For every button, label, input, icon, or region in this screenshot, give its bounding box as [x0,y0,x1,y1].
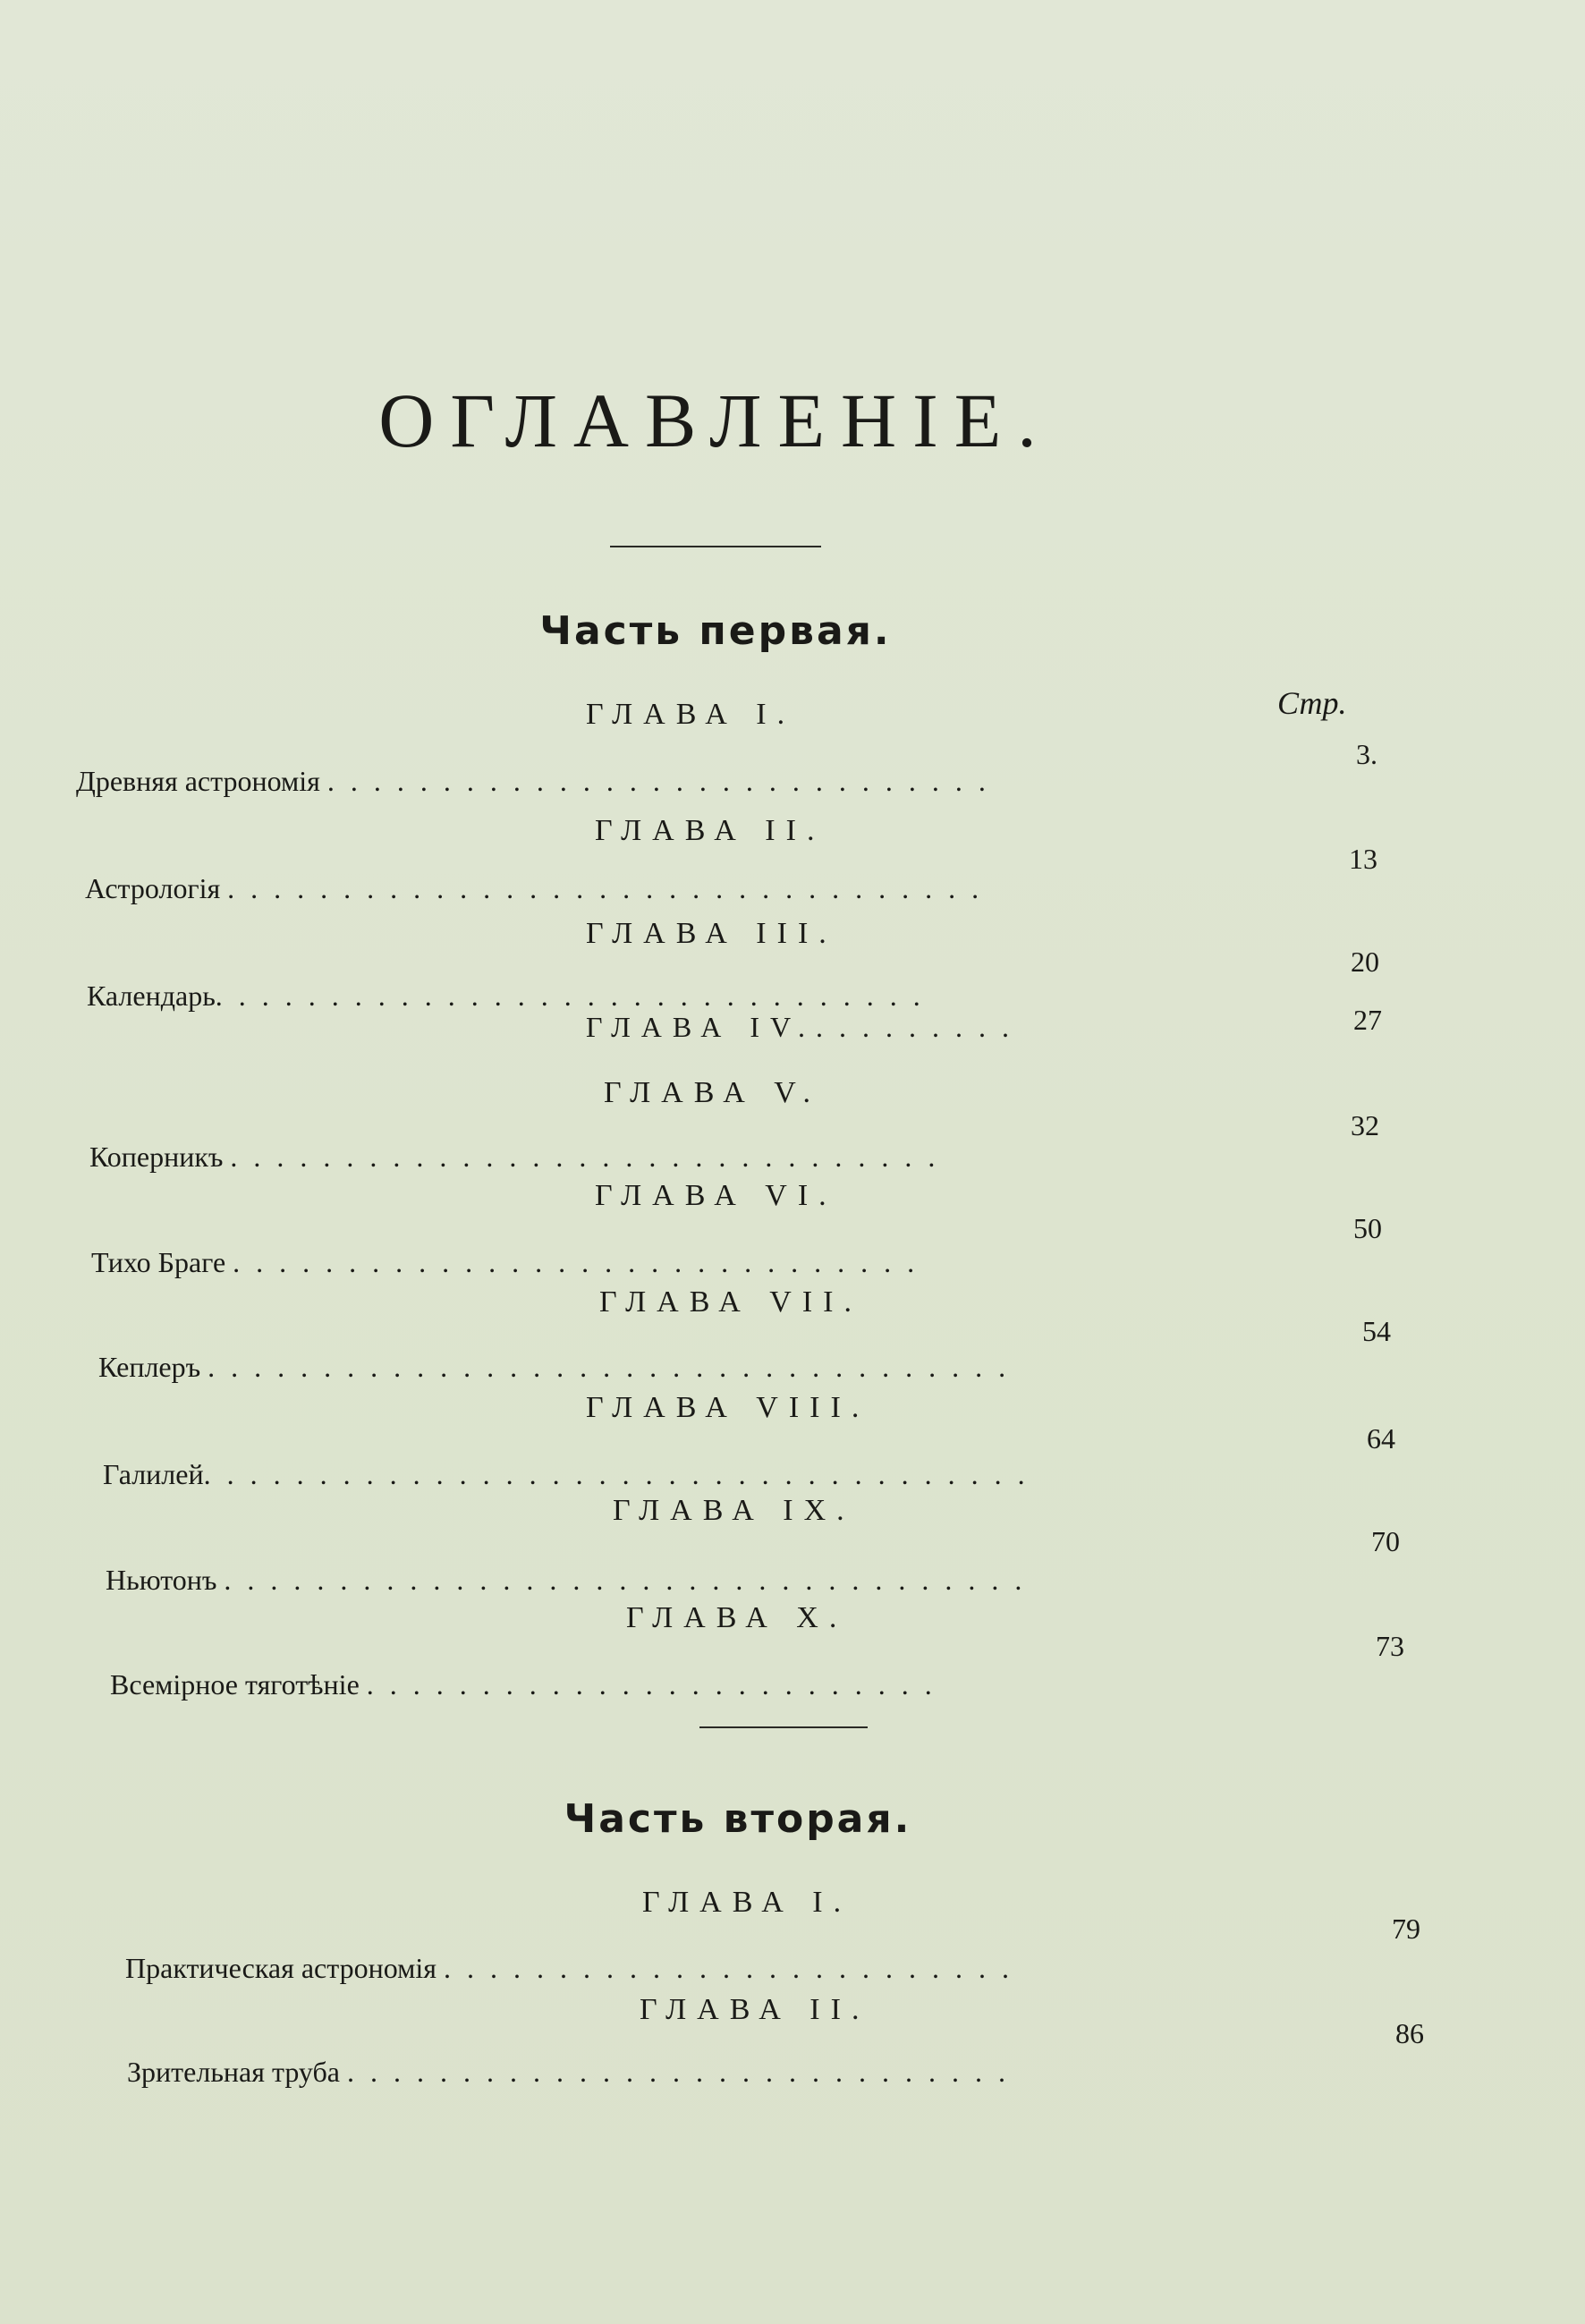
toc-page-number: 20 [1351,946,1379,978]
chapter-heading: ГЛАВА VI. [595,1179,837,1212]
toc-entry: Тихо Браге .............................. [91,1246,931,1278]
toc-entry: Кеплеръ ................................... [98,1351,1022,1383]
chapter-heading: ГЛАВА I. [586,698,796,731]
toc-entry: ГЛАВА IV.......... [586,1011,1025,1043]
toc-entry: Календарь............................... [87,980,937,1012]
toc-page-number: 3. [1356,738,1377,770]
toc-entry-label: Кеплеръ [98,1351,201,1383]
toc-entry: Коперникъ ............................... [89,1141,952,1173]
toc-page-number: 13 [1349,843,1377,875]
toc-entry-label: Древняя астрономія [76,765,320,797]
chapter-heading: ГЛАВА II. [595,814,826,847]
toc-page-number: 79 [1392,1913,1420,1945]
toc-entry-label: Практическая астрономія [125,1952,437,1984]
part-two-heading: Часть вторая. [564,1796,912,1842]
chapter-heading: ГЛАВА X. [626,1601,848,1634]
chapter-heading: ГЛАВА VII. [599,1285,863,1319]
toc-page-number: 32 [1351,1109,1379,1141]
chapter-heading: ГЛАВА IV. [586,1011,816,1043]
toc-entry: Древняя астрономія ............................. [76,765,1002,797]
toc-page-number: 50 [1353,1212,1382,1244]
chapter-heading: ГЛАВА IX. [613,1494,855,1527]
toc-entry-label: Тихо Браге [91,1246,226,1278]
toc-entry-label: Всемірное тяготѣніе [110,1668,360,1701]
part-divider-rule [699,1726,868,1728]
toc-entry: Всемірное тяготѣніе ......................... [110,1668,948,1701]
toc-page-number: 73 [1376,1630,1404,1662]
chapter-heading: ГЛАВА V. [604,1076,821,1109]
toc-entry: Зрительная труба ............................. [127,2056,1021,2088]
toc-page-number: 27 [1353,1004,1382,1036]
toc-entry-label: Коперникъ [89,1141,224,1173]
toc-entry: Ньютонъ ................................... [106,1564,1038,1596]
page-title: ОГЛАВЛЕНІЕ. [378,377,1053,463]
toc-page-number: 54 [1362,1315,1391,1347]
toc-page-number: 64 [1367,1422,1395,1455]
toc-entry: Астрологія ................................. [85,872,996,904]
toc-entry: Галилей.................................... [103,1458,1041,1490]
chapter-heading: ГЛАВА I. [642,1886,852,1919]
chapter-heading: ГЛАВА III. [586,917,837,950]
chapter-heading: ГЛАВА VIII. [586,1391,870,1424]
chapter-heading: ГЛАВА II. [640,1993,870,2026]
page-column-label: Стр. [1277,685,1347,721]
toc-entry-label: Астрологія [85,872,221,904]
toc-entry-label: Ньютонъ [106,1564,217,1596]
toc-entry: Практическая астрономія ......................... [125,1952,1025,1984]
toc-entry-label: Календарь [87,980,216,1012]
toc-entry-label: Галилей [103,1458,204,1490]
part-one-heading: Часть первая. [539,608,892,654]
toc-page-number: 86 [1395,2017,1424,2049]
toc-page-number: 70 [1371,1525,1400,1557]
title-rule [610,546,821,547]
toc-entry-label: Зрительная труба [127,2056,340,2088]
